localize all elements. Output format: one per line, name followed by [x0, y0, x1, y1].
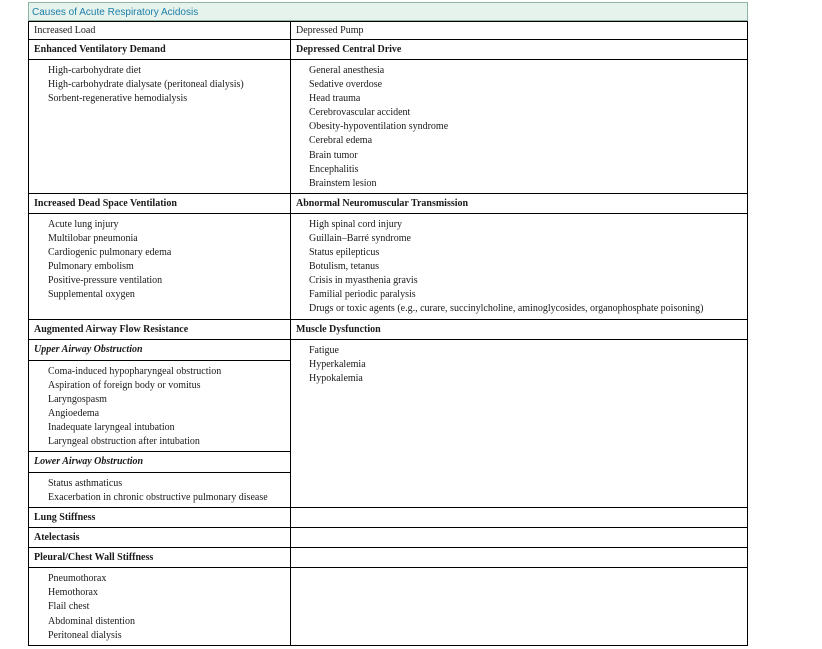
column-header-row [29, 22, 748, 40]
table-row [29, 60, 748, 194]
list-item: Botulism, tetanus [309, 261, 379, 273]
list-item: Hemothorax [48, 587, 98, 599]
list-item: Cardiogenic pulmonary edema [48, 247, 172, 259]
list-item: Acute lung injury [48, 218, 119, 230]
section-heading: Pleural/Chest Wall Stiffness [34, 552, 154, 564]
table-title: Causes of Acute Respiratory Acidosis [28, 2, 748, 21]
list-item: Inadequate laryngeal intubation [48, 421, 175, 433]
item-list [29, 214, 290, 305]
subsection-heading: Upper Airway Obstruction [34, 343, 143, 355]
item-list [29, 361, 290, 452]
list-item: Supplemental oxygen [48, 289, 135, 301]
section-heading: Increased Dead Space Ventilation [34, 197, 177, 209]
list-item: Drugs or toxic agents (e.g., curare, succinylcholine, aminoglycosides, organophosphate poisoning) [309, 303, 704, 315]
list-item: Aspiration of foreign body or vomitus [48, 379, 201, 391]
table-row [29, 213, 748, 319]
section-heading: Muscle Dysfunction [296, 323, 381, 335]
empty-cell [291, 528, 747, 547]
item-list [29, 60, 290, 108]
list-item: Crisis in myasthenia gravis [309, 275, 418, 287]
list-item: Hyperkalemia [309, 358, 366, 370]
list-item: Hypokalemia [309, 372, 363, 384]
table-row [29, 508, 748, 528]
list-item: Sedative overdose [309, 79, 383, 91]
table-row [29, 528, 748, 548]
table-container [28, 2, 748, 646]
table-row [29, 319, 748, 339]
section-heading: Lung Stiffness [34, 512, 96, 524]
item-list [291, 340, 747, 388]
list-item: High-carbohydrate dialysate (peritoneal dialysis) [48, 79, 244, 91]
list-item: Peritoneal dialysis [48, 629, 122, 641]
list-item: Status epilepticus [309, 247, 380, 259]
section-heading: Augmented Airway Flow Resistance [34, 323, 189, 335]
table-row [29, 568, 748, 645]
list-item: Sorbent-regenerative hemodialysis [48, 93, 188, 105]
column-header-depressed-pump: Depressed Pump [296, 25, 364, 36]
list-item: Familial periodic paralysis [309, 289, 416, 301]
list-item: Brainstem lesion [309, 177, 377, 189]
item-list [29, 568, 290, 644]
item-list [29, 473, 290, 507]
list-item: Obesity-hypoventilation syndrome [309, 121, 449, 133]
list-item: High spinal cord injury [309, 218, 403, 230]
table-row [29, 548, 748, 568]
list-item: Flail chest [48, 601, 90, 613]
list-item: Angioedema [48, 407, 100, 419]
column-header-increased-load: Increased Load [34, 25, 96, 36]
list-item: Coma-induced hypopharyngeal obstruction [48, 365, 222, 377]
list-item: Encephalitis [309, 163, 359, 175]
airway-obstruction-group [29, 340, 290, 508]
list-item: High-carbohydrate diet [48, 65, 142, 76]
list-item: Multilobar pneumonia [48, 232, 138, 244]
section-heading: Enhanced Ventilatory Demand [34, 44, 166, 55]
table-row [29, 193, 748, 213]
causes-table [28, 21, 748, 646]
list-item: Pulmonary embolism [48, 261, 134, 273]
empty-cell [291, 508, 747, 527]
list-item: Status asthmaticus [48, 478, 123, 490]
section-heading: Abnormal Neuromuscular Transmission [296, 197, 469, 209]
list-item: Laryngospasm [48, 393, 107, 405]
item-list [291, 60, 747, 193]
table-row [29, 40, 748, 60]
list-item: Guillain–Barré syndrome [309, 232, 411, 244]
section-heading: Depressed Central Drive [296, 44, 402, 55]
list-item: Pneumothorax [48, 573, 107, 585]
list-item: Head trauma [309, 93, 361, 105]
list-item: Positive-pressure ventilation [48, 275, 163, 287]
list-item: Cerebrovascular accident [309, 107, 411, 119]
empty-cell [291, 548, 747, 567]
list-item: Laryngeal obstruction after intubation [48, 435, 200, 447]
list-item: Cerebral edema [309, 135, 373, 147]
list-item: Abdominal distention [48, 615, 135, 627]
subsection-heading: Lower Airway Obstruction [34, 456, 144, 468]
list-item: Fatigue [309, 344, 339, 356]
list-item: General anesthesia [309, 65, 385, 76]
list-item: Brain tumor [309, 149, 358, 161]
item-list [291, 214, 747, 319]
section-heading: Atelectasis [34, 532, 80, 544]
list-item: Exacerbation in chronic obstructive pulmonary disease [48, 492, 268, 504]
table-row [29, 339, 748, 508]
